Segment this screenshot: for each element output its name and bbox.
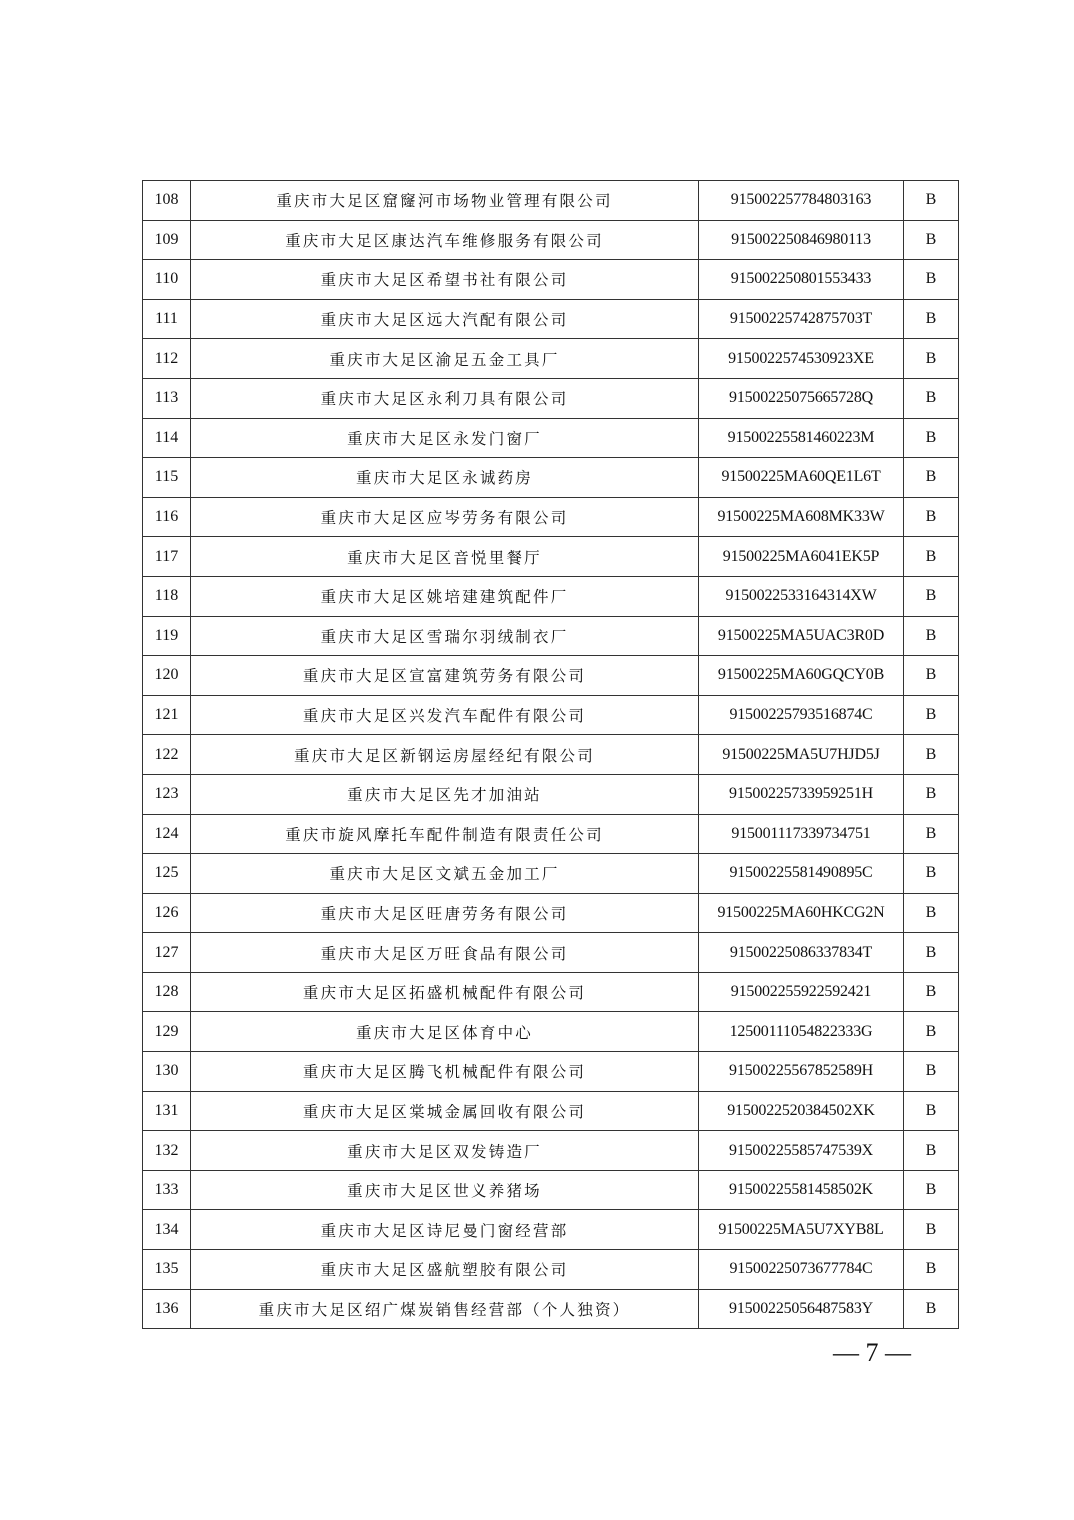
credit-grade: B [904, 774, 959, 814]
row-number: 118 [143, 576, 191, 616]
row-number: 135 [143, 1250, 191, 1290]
company-name: 重庆市大足区棠城金属回收有限公司 [191, 1091, 699, 1131]
company-name: 重庆市大足区希望书社有限公司 [191, 260, 699, 300]
credit-code: 91500225742875703T [699, 299, 904, 339]
row-number: 109 [143, 220, 191, 260]
company-name: 重庆市大足区音悦里餐厅 [191, 537, 699, 577]
row-number: 136 [143, 1289, 191, 1329]
credit-code: 91500225581458502K [699, 1170, 904, 1210]
row-number: 134 [143, 1210, 191, 1250]
row-number: 116 [143, 497, 191, 537]
company-name: 重庆市大足区万旺食品有限公司 [191, 933, 699, 973]
credit-code: 9150022533164314XW [699, 576, 904, 616]
row-number: 131 [143, 1091, 191, 1131]
table-row [143, 497, 959, 537]
credit-code: 91500225793516874C [699, 695, 904, 735]
company-name: 重庆市大足区盛航塑胶有限公司 [191, 1250, 699, 1290]
table-row [143, 814, 959, 854]
company-name: 重庆市大足区绍广煤炭销售经营部（个人独资） [191, 1289, 699, 1329]
credit-grade: B [904, 1210, 959, 1250]
credit-grade: B [904, 893, 959, 933]
company-name: 重庆市大足区双发铸造厂 [191, 1131, 699, 1171]
row-number: 128 [143, 972, 191, 1012]
row-number: 124 [143, 814, 191, 854]
table-row [143, 893, 959, 933]
table-row [143, 616, 959, 656]
company-name: 重庆市旋风摩托车配件制造有限责任公司 [191, 814, 699, 854]
table-row [143, 1250, 959, 1290]
company-name: 重庆市大足区文斌五金加工厂 [191, 854, 699, 894]
table-row [143, 774, 959, 814]
credit-grade: B [904, 854, 959, 894]
company-name: 重庆市大足区窟窿河市场物业管理有限公司 [191, 181, 699, 221]
table-row [143, 735, 959, 775]
row-number: 120 [143, 656, 191, 696]
row-number: 121 [143, 695, 191, 735]
table-row [143, 1289, 959, 1329]
row-number: 117 [143, 537, 191, 577]
credit-grade: B [904, 1289, 959, 1329]
credit-code: 91500225MA5U7HJD5J [699, 735, 904, 775]
credit-code: 91500225MA6041EK5P [699, 537, 904, 577]
credit-rating-table [142, 180, 959, 1329]
table-row [143, 1131, 959, 1171]
company-name: 重庆市大足区应岑劳务有限公司 [191, 497, 699, 537]
credit-grade: B [904, 181, 959, 221]
row-number: 108 [143, 181, 191, 221]
credit-grade: B [904, 378, 959, 418]
row-number: 126 [143, 893, 191, 933]
credit-code: 91500225MA5U7XYB8L [699, 1210, 904, 1250]
row-number: 113 [143, 378, 191, 418]
row-number: 129 [143, 1012, 191, 1052]
row-number: 110 [143, 260, 191, 300]
table-row [143, 576, 959, 616]
row-number: 132 [143, 1131, 191, 1171]
table-row [143, 260, 959, 300]
credit-code: 91500225073677784C [699, 1250, 904, 1290]
table-row [143, 1052, 959, 1092]
company-name: 重庆市大足区体育中心 [191, 1012, 699, 1052]
credit-code: 91500225MA60QE1L6T [699, 458, 904, 498]
credit-grade: B [904, 735, 959, 775]
credit-grade: B [904, 299, 959, 339]
company-name: 重庆市大足区远大汽配有限公司 [191, 299, 699, 339]
row-number: 112 [143, 339, 191, 379]
credit-grade: B [904, 616, 959, 656]
company-name: 重庆市大足区兴发汽车配件有限公司 [191, 695, 699, 735]
row-number: 133 [143, 1170, 191, 1210]
table-body [143, 181, 959, 1329]
credit-grade: B [904, 1012, 959, 1052]
credit-code: 91500225585747539X [699, 1131, 904, 1171]
table-row [143, 418, 959, 458]
row-number: 111 [143, 299, 191, 339]
company-name: 重庆市大足区拓盛机械配件有限公司 [191, 972, 699, 1012]
credit-grade: B [904, 1052, 959, 1092]
credit-grade: B [904, 695, 959, 735]
credit-code: 12500111054822333G [699, 1012, 904, 1052]
company-name: 重庆市大足区康达汽车维修服务有限公司 [191, 220, 699, 260]
row-number: 127 [143, 933, 191, 973]
credit-grade: B [904, 656, 959, 696]
table-row [143, 933, 959, 973]
credit-code: 91500225086337834T [699, 933, 904, 973]
page-number: — 7 — [833, 1338, 911, 1367]
company-name: 重庆市大足区姚培建建筑配件厂 [191, 576, 699, 616]
credit-code: 91500225MA60GQCY0B [699, 656, 904, 696]
credit-code: 915002255922592421 [699, 972, 904, 1012]
credit-grade: B [904, 418, 959, 458]
credit-code: 91500225MA60HKCG2N [699, 893, 904, 933]
credit-code: 915001117339734751 [699, 814, 904, 854]
credit-code: 91500225733959251H [699, 774, 904, 814]
row-number: 130 [143, 1052, 191, 1092]
credit-grade: B [904, 220, 959, 260]
table-row [143, 695, 959, 735]
credit-grade: B [904, 1091, 959, 1131]
credit-grade: B [904, 1170, 959, 1210]
row-number: 122 [143, 735, 191, 775]
table-row [143, 972, 959, 1012]
company-name: 重庆市大足区世义养猪场 [191, 1170, 699, 1210]
table-row [143, 181, 959, 221]
credit-code: 9150022574530923XE [699, 339, 904, 379]
credit-code: 91500225056487583Y [699, 1289, 904, 1329]
company-name: 重庆市大足区永利刀具有限公司 [191, 378, 699, 418]
company-name: 重庆市大足区永诚药房 [191, 458, 699, 498]
credit-code: 915002250846980113 [699, 220, 904, 260]
table-row [143, 656, 959, 696]
credit-code: 91500225581490895C [699, 854, 904, 894]
row-number: 123 [143, 774, 191, 814]
credit-code: 91500225075665728Q [699, 378, 904, 418]
company-name: 重庆市大足区腾飞机械配件有限公司 [191, 1052, 699, 1092]
credit-grade: B [904, 1250, 959, 1290]
table-row [143, 458, 959, 498]
table-row [143, 339, 959, 379]
credit-code: 915002257784803163 [699, 181, 904, 221]
credit-grade: B [904, 537, 959, 577]
table-row [143, 1012, 959, 1052]
company-name: 重庆市大足区渝足五金工具厂 [191, 339, 699, 379]
credit-code: 91500225MA5UAC3R0D [699, 616, 904, 656]
credit-code: 91500225581460223M [699, 418, 904, 458]
credit-code: 91500225MA608MK33W [699, 497, 904, 537]
company-name: 重庆市大足区新钢运房屋经纪有限公司 [191, 735, 699, 775]
table-row [143, 854, 959, 894]
credit-grade: B [904, 458, 959, 498]
credit-grade: B [904, 339, 959, 379]
table-row [143, 378, 959, 418]
company-name: 重庆市大足区诗尼曼门窗经营部 [191, 1210, 699, 1250]
credit-grade: B [904, 576, 959, 616]
credit-grade: B [904, 260, 959, 300]
row-number: 119 [143, 616, 191, 656]
company-name: 重庆市大足区宣富建筑劳务有限公司 [191, 656, 699, 696]
credit-grade: B [904, 933, 959, 973]
credit-grade: B [904, 814, 959, 854]
table-row [143, 220, 959, 260]
company-name: 重庆市大足区先才加油站 [191, 774, 699, 814]
table-row [143, 1091, 959, 1131]
company-name: 重庆市大足区旺唐劳务有限公司 [191, 893, 699, 933]
credit-code: 91500225567852589H [699, 1052, 904, 1092]
table-row [143, 299, 959, 339]
table-row [143, 537, 959, 577]
row-number: 125 [143, 854, 191, 894]
row-number: 114 [143, 418, 191, 458]
row-number: 115 [143, 458, 191, 498]
credit-grade: B [904, 972, 959, 1012]
credit-grade: B [904, 497, 959, 537]
table-row [143, 1210, 959, 1250]
credit-grade: B [904, 1131, 959, 1171]
table-row [143, 1170, 959, 1210]
credit-code: 9150022520384502XK [699, 1091, 904, 1131]
credit-code: 915002250801553433 [699, 260, 904, 300]
company-name: 重庆市大足区永发门窗厂 [191, 418, 699, 458]
company-name: 重庆市大足区雪瑞尔羽绒制衣厂 [191, 616, 699, 656]
